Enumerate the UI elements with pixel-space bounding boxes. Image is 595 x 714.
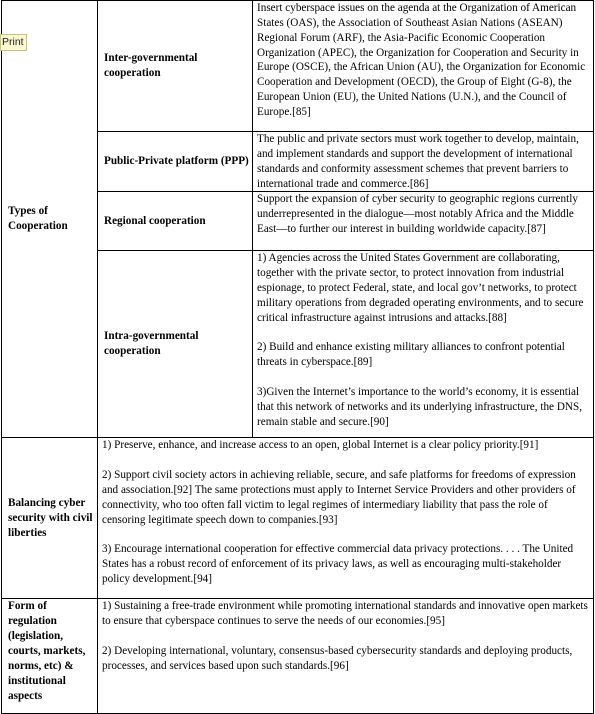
subcategory-cell: [98, 1, 253, 132]
subcategory-cell: [98, 132, 253, 192]
subcategory-label: Intra-governmental cooperation: [104, 330, 199, 358]
subcategory-cell: [98, 192, 253, 251]
paragraph: The public and private sectors must work together to develop, maintain, and implement standards and support the development of international standards and conformity assessment schemes that prevent barriers to international trade and commerce.[86]: [257, 133, 579, 190]
paragraph: 3)Given the Internet’s importance to the world’s economy, it is essential that this network of networks and its underlying infrastructure, the DNS, remain stable and secure.[90]: [257, 385, 582, 428]
policy-table: [1, 0, 594, 714]
paragraph: 1) Sustaining a free-trade environment while promoting international standards and innovative open markets to ensure that cyberspace continues to serve the needs of our economies.[95]: [102, 600, 588, 628]
subcategory-label: Inter-governmental cooperation: [104, 52, 198, 79]
content-cell: [253, 251, 594, 438]
subcategory-cell: [98, 251, 253, 438]
category-label: Form of regulation (legislation, courts, markets, norms, etc) & institutional aspects: [8, 600, 86, 703]
print-button[interactable]: Print: [0, 34, 27, 51]
content-cell: [253, 132, 594, 192]
content-cell: [98, 599, 594, 714]
content-cell: [253, 192, 594, 251]
paragraph: 2) Developing international, voluntary, consensus-based cybersecurity standards and deploying products, processes, and services based upon such standards.[96]: [102, 644, 573, 672]
table-row: [2, 599, 594, 714]
category-cell: [2, 599, 98, 714]
subcategory-label: Public-Private platform (PPP): [104, 155, 249, 168]
table-row: [2, 1, 594, 132]
category-cell: [2, 1, 98, 438]
paragraph: 1) Agencies across the United States Government are collaborating, together with the private sector, to protect innovation from industrial espionage, to protect Federal, state, and local gov’t networks, to protect military operations from degraded operating environments, and to secure critical infrastructure against intrusions and attacks.[88]: [257, 252, 584, 324]
table-row: [2, 438, 594, 599]
category-label: Balancing cyber security with civil liberties: [8, 496, 93, 539]
paragraph: 2) Build and enhance existing military alliances to confront potential threats in cyberspace.[89]: [257, 341, 565, 369]
category-label: Types of Cooperation: [8, 205, 68, 233]
category-cell: [2, 438, 98, 599]
paragraph: 1) Preserve, enhance, and increase access to an open, global Internet is a clear policy priority.[91]: [102, 439, 539, 452]
paragraph: 3) Encourage international cooperation for effective commercial data privacy protections. . . . The United States has a robust record of enforcement of its privacy laws, as well as encouraging multi-stakeholder policy development.[94]: [102, 543, 574, 585]
content-cell: [253, 1, 594, 132]
paragraph: 2) Support civil society actors in achieving reliable, secure, and safe platforms for freedoms of expression and association.[92] The same protections must apply to Internet Service Providers and other providers of connectivity, who too often fall victim to legal regimes of intermediary liability that pass the role of censoring legitimate speech down to companies.[93]: [102, 469, 576, 526]
subcategory-label: Regional cooperation: [104, 214, 206, 227]
content-cell: [98, 438, 594, 599]
paragraph: Support the expansion of cyber security to geographic regions currently underrepresented in the dialogue—most notably Africa and the Middle East—to further our interest in building worldwide capacity.[87]: [257, 193, 578, 236]
paragraph: Insert cyberspace issues on the agenda at the Organization of American States (OAS), the Association of Southeast Asian Nations (ASEAN) Regional Forum (ARF), the Asia-Pacific Economic Cooperation Organization (APEC), the Organization for Cooperation and Security in Europe (OSCE), the African Union (AU), the Organization for Economic Cooperation and Development (OECD), the Group of Eight (G-8), the European Union (EU), the United Nations (U.N.), and the Council of Europe.[85]: [257, 2, 586, 118]
